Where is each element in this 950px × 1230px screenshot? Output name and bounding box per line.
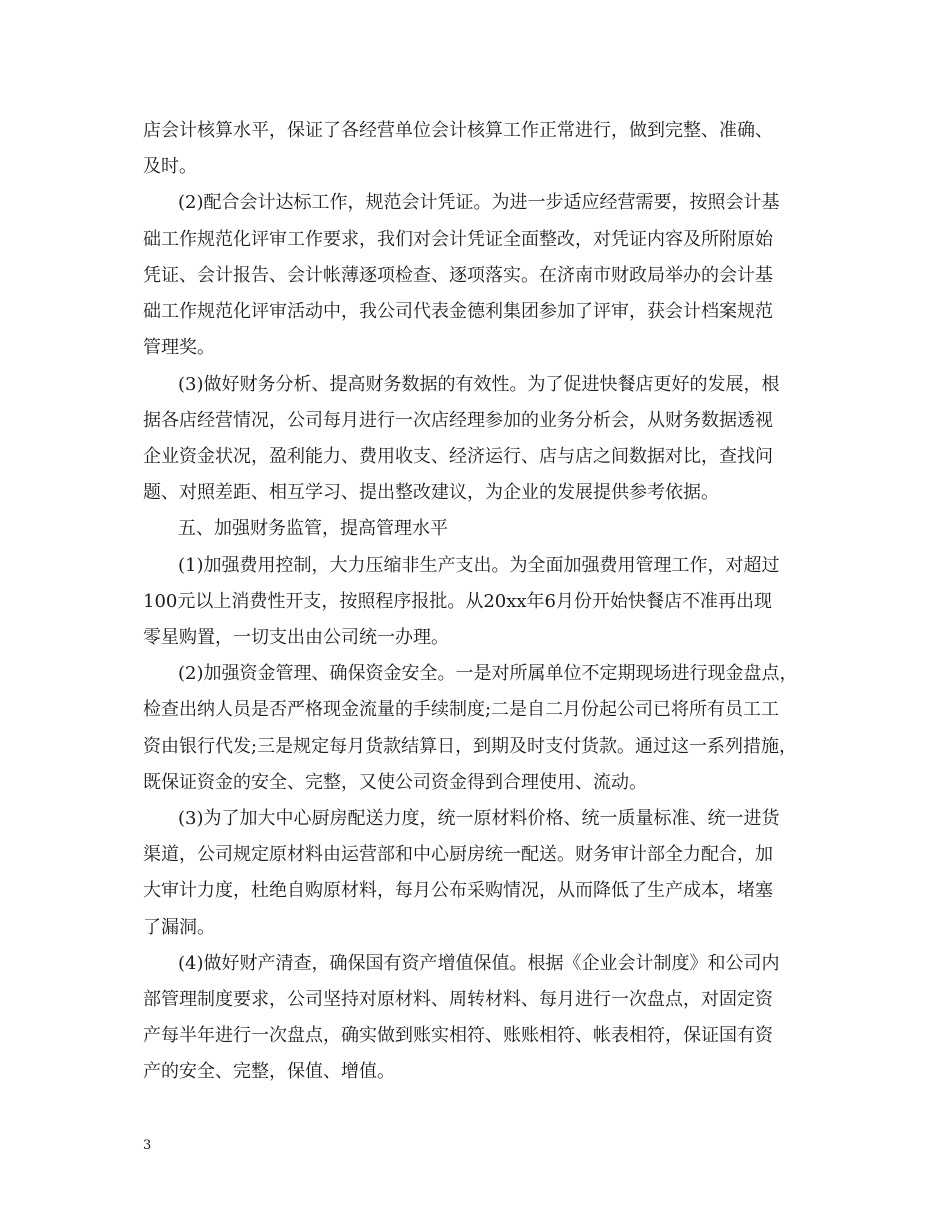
text-line: 据各店经营情况，公司每月进行一次店经理参加的业务分析会，从财务数据透视 bbox=[143, 410, 773, 431]
text-line: 题、对照差距、相互学习、提出整改建议，为企业的发展提供参考依据。 bbox=[143, 482, 719, 503]
text-line: (2)加强资金管理、确保资金安全。一是对所属单位不定期现场进行现金盘点， bbox=[178, 663, 798, 684]
text-line: 100元以上消费性开支，按照程序报批。从20xx年6月份开始快餐店不准再出现 bbox=[143, 591, 773, 612]
text-line: 础工作规范化评审活动中，我公司代表金德利集团参加了评审，获会计档案规范 bbox=[143, 301, 773, 322]
text-line: 础工作规范化评审工作要求，我们对会计凭证全面整改，对凭证内容及所附原始 bbox=[143, 229, 773, 250]
text-line: 了漏洞。 bbox=[143, 917, 215, 938]
text-line: 产的安全、完整，保值、增值。 bbox=[143, 1061, 395, 1082]
text-line: 管理奖。 bbox=[143, 337, 215, 358]
page-number: 3 bbox=[143, 1138, 152, 1153]
text-line: (1)加强费用控制，大力压缩非生产支出。为全面加强费用管理工作，对超过 bbox=[178, 555, 780, 576]
text-line: 渠道，公司规定原材料由运营部和中心厨房统一配送。财务审计部全力配合，加 bbox=[143, 844, 773, 865]
text-line: 既保证资金的安全、完整，又使公司资金得到合理使用、流动。 bbox=[143, 772, 647, 793]
text-line: 及时。 bbox=[143, 156, 197, 177]
text-line: 企业资金状况，盈利能力、费用收支、经济运行、店与店之间数据对比，查找问 bbox=[143, 446, 773, 467]
text-line: 部管理制度要求，公司坚持对原材料、周转材料、每月进行一次盘点，对固定资 bbox=[143, 989, 773, 1010]
text-line: (2)配合会计达标工作，规范会计凭证。为进一步适应经营需要，按照会计基 bbox=[178, 192, 780, 213]
section-heading: 五、加强财务监管，提高管理水平 bbox=[178, 518, 448, 539]
text-line: 检查出纳人员是否严格现金流量的手续制度;二是自二月份起公司已将所有员工工 bbox=[143, 699, 780, 720]
text-line: (4)做好财产清查，确保国有资产增值保值。根据《企业会计制度》和公司内 bbox=[178, 953, 780, 974]
text-line: 店会计核算水平，保证了各经营单位会计核算工作正常进行，做到完整、准确、 bbox=[143, 120, 773, 141]
text-line: 大审计力度，杜绝自购原材料，每月公布采购情况，从而降低了生产成本，堵塞 bbox=[143, 880, 773, 901]
text-line: 凭证、会计报告、会计帐薄逐项检查、逐项落实。在济南市财政局举办的会计基 bbox=[143, 265, 773, 286]
text-line: 资由银行代发;三是规定每月货款结算日，到期及时支付货款。通过这一系列措施， bbox=[143, 736, 798, 757]
text-line: (3)为了加大中心厨房配送力度，统一原材料价格、统一质量标准、统一进货 bbox=[178, 808, 780, 829]
text-line: (3)做好财务分析、提高财务数据的有效性。为了促进快餐店更好的发展，根 bbox=[178, 374, 780, 395]
text-line: 零星购置，一切支出由公司统一办理。 bbox=[143, 627, 449, 648]
text-line: 产每半年进行一次盘点，确实做到账实相符、账账相符、帐表相符，保证国有资 bbox=[143, 1025, 773, 1046]
